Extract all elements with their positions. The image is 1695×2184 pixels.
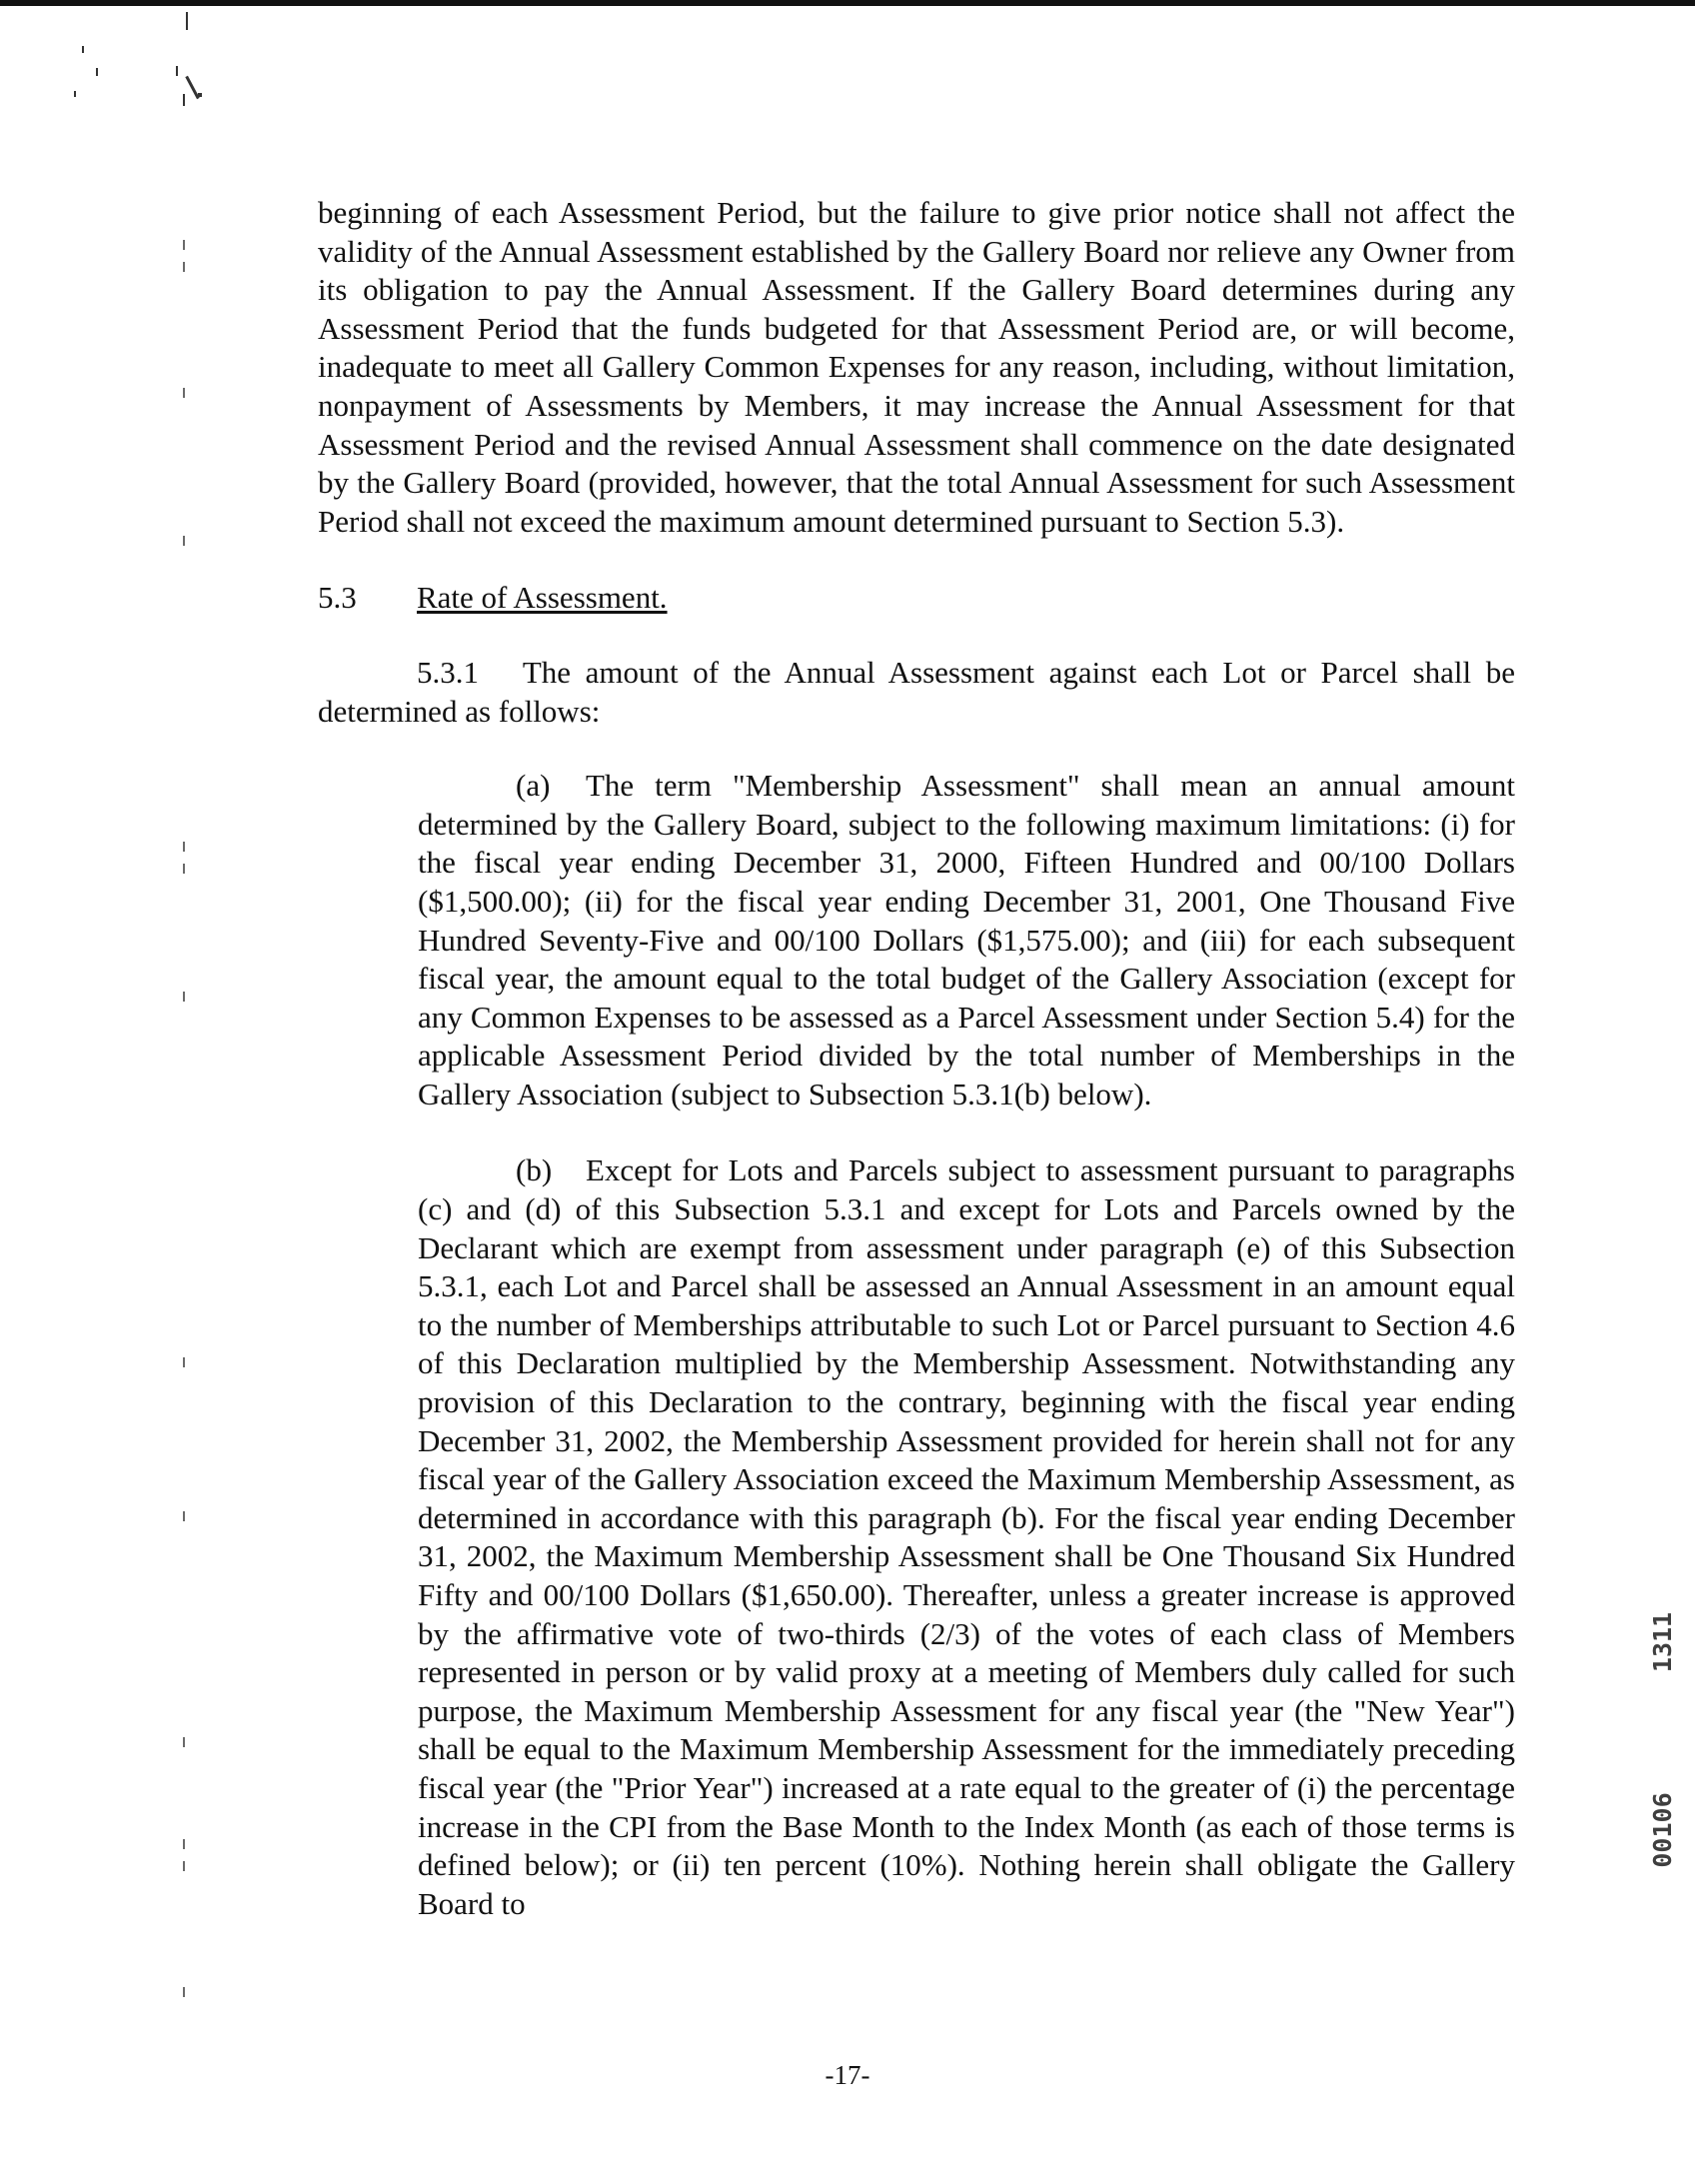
document-page [318, 194, 1515, 1923]
margin-scan-mark [183, 388, 185, 398]
margin-scan-mark [183, 1839, 185, 1849]
margin-scan-mark [183, 240, 185, 250]
scan-speck [176, 66, 178, 76]
side-stamp-bottom-text: 00106 [1648, 1792, 1677, 1868]
scan-speck [183, 94, 185, 106]
margin-scan-mark [183, 1861, 185, 1871]
paragraph-b [418, 1151, 1515, 1923]
top-scan-rule [0, 0, 1695, 6]
scan-speck [82, 46, 84, 53]
section-number: 5.3 [318, 580, 357, 616]
scan-speck [198, 93, 202, 97]
side-stamp-bottom [1637, 1792, 1689, 1868]
section-title: Rate of Assessment. [417, 580, 668, 616]
opening-paragraph: beginning of each Assessment Period, but the failure to give prior notice shall not affect the validity of the Annual Assessment established by the Gallery Board nor relieve any Owner from its obligation to pay the Annual Assessment. If the Gallery Board determines during any Assessment Period that the funds budgeted for that Assessment Period are, or will become, inadequate to meet all Gallery Common Expenses for any reason, including, without limitation, nonpayment of Assessments by Members, it may increase the Annual Assessment for that Assessment Period and the revised Annual Assessment shall commence on the date designated by the Gallery Board (provided, however, that the total Annual Assessment for such Assessment Period shall not exceed the maximum amount determined pursuant to Section 5.3). [318, 195, 1515, 539]
margin-scan-mark [183, 1987, 185, 1997]
section-heading [318, 579, 1515, 618]
margin-scan-mark [183, 842, 185, 852]
page-number-text: -17- [825, 2060, 870, 2090]
scan-speck [186, 12, 188, 30]
paragraph-a-marker: (a) [516, 768, 551, 804]
paragraph-a-text: The term "Membership Assessment" shall mean an annual amount determined by the Gallery Board, subject to the following maximum limitations: (i) for the fiscal year ending December 31, 2000, Fifteen Hundred and 00/100 Dollars ($1,500.00); (ii) for the fiscal year ending December 31, 2001, One Thousand Five Hundred Seventy-Five and 00/100 Dollars ($1,575.00); and (iii) for each subsequent fiscal year, the amount equal to the total budget of the Gallery Association (except for any Common Expenses to be assessed as a Parcel Assessment under Section 5.4) for the applicable Assessment Period divided by the total number of Memberships in the Gallery Association (subject to Subsection 5.3.1(b) below). [418, 768, 1515, 1111]
margin-scan-mark [183, 864, 185, 874]
paragraph-b-text: Except for Lots and Parcels subject to assessment pursuant to paragraphs (c) and (d) of this Subsection 5.3.1 and except for Lots and Parcels owned by the Declarant which are exempt from assessment under paragraph (e) of this Subsection 5.3.1, each Lot and Parcel shall be assessed an Annual Assessment in an amount equal to the number of Memberships attributable to such Lot or Parcel pursuant to Section 4.6 of this Declaration multiplied by the Membership Assessment. Notwithstanding any provision of this Declaration to the contrary, beginning with the fiscal year ending December 31, 2002, the Membership Assessment provided for herein shall not for any fiscal year of the Gallery Association exceed the Maximum Membership Assessment, as determined in accordance with this paragraph (b). For the fiscal year ending December 31, 2002, the Maximum Membership Assessment shall be One Thousand Six Hundred Fifty and 00/100 Dollars ($1,650.00). Thereafter, unless a greater increase is approved by the affirmative vote of two-thirds (2/3) of the votes of each class of Members represented in person or by valid proxy at a meeting of Members duly called for such purpose, the Maximum Membership Assessment for any fiscal year (the "New Year") shall be equal to the Maximum Membership Assessment for the immediately preceding fiscal year (the "Prior Year") increased at a rate equal to the greater of (i) the percentage increase in the CPI from the Base Month to the Index Month (as each of those terms is defined below); or (ii) ten percent (10%). Nothing herein shall obligate the Gallery Board to [418, 1152, 1515, 1921]
margin-scan-mark [183, 992, 185, 1002]
subsection-5-3-1 [318, 654, 1515, 731]
margin-scan-mark [183, 1357, 185, 1367]
subsection-text: The amount of the Annual Assessment against each Lot or Parcel shall be determined as follows: [318, 654, 1516, 729]
side-stamp-top [1637, 1611, 1689, 1673]
margin-scan-mark [183, 1511, 185, 1521]
scan-speck [74, 91, 76, 97]
margin-scan-mark [183, 536, 185, 546]
paragraph-b-marker: (b) [516, 1152, 553, 1188]
paragraph-a [418, 767, 1515, 1113]
side-stamp-top-text: 1311 [1648, 1611, 1677, 1673]
margin-scan-mark [183, 262, 185, 272]
scan-speck [96, 68, 98, 76]
margin-scan-mark [183, 1737, 185, 1747]
subsection-number: 5.3.1 [417, 654, 479, 690]
